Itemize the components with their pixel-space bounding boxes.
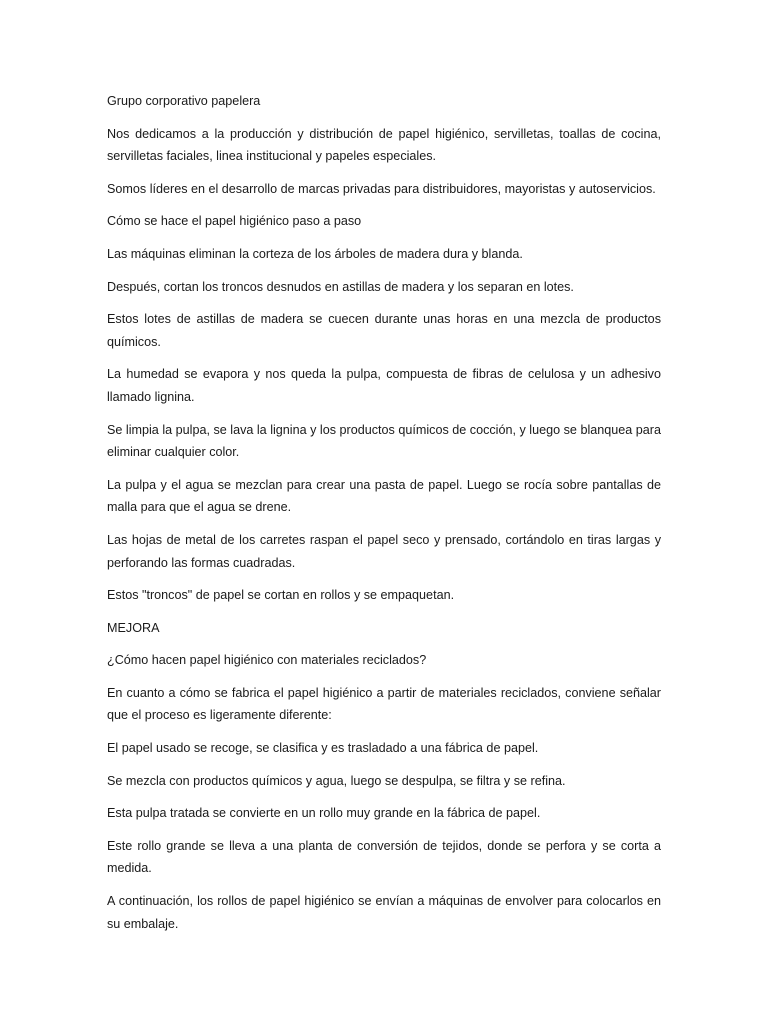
paragraph: Somos líderes en el desarrollo de marcas privadas para distribuidores, mayoristas y autoservicios. xyxy=(107,181,656,196)
question-heading: ¿Cómo hacen papel higiénico con materiales reciclados? xyxy=(107,653,427,668)
section-heading: Cómo se hace el papel higiénico paso a paso xyxy=(107,214,362,229)
paragraph: Las hojas de metal de los carretes raspan el papel seco y prensado, cortándolo en tiras largas y perforando las formas cuadradas. xyxy=(107,532,661,570)
document-page xyxy=(107,90,661,945)
paragraph: Este rollo grande se lleva a una planta de conversión de tejidos, donde se perfora y se corta a medida. xyxy=(107,838,661,876)
paragraph: La humedad se evapora y nos queda la pulpa, compuesta de fibras de celulosa y un adhesivo llamado lignina. xyxy=(107,367,661,404)
paragraph: Se mezcla con productos químicos y agua, luego se despulpa, se filtra y se refina. xyxy=(107,773,566,788)
section-heading: MEJORA xyxy=(107,620,160,635)
company-heading: Grupo corporativo papelera xyxy=(107,94,261,108)
paragraph: El papel usado se recoge, se clasifica y es trasladado a una fábrica de papel. xyxy=(107,741,539,756)
paragraph: Estos "troncos" de papel se cortan en rollos y se empaquetan. xyxy=(107,588,455,603)
paragraph: Las máquinas eliminan la corteza de los árboles de madera dura y blanda. xyxy=(107,246,523,261)
paragraph: Se limpia la pulpa, se lava la lignina y los productos químicos de cocción, y luego se blanquea para eliminar cualquier color. xyxy=(107,422,661,460)
paragraph: Esta pulpa tratada se convierte en un rollo muy grande en la fábrica de papel. xyxy=(107,806,541,821)
paragraph: Nos dedicamos a la producción y distribución de papel higiénico, servilletas, toallas de cocina, servilletas faciales, linea institucional y papeles especiales. xyxy=(107,126,661,164)
paragraph: En cuanto a cómo se fabrica el papel higiénico a partir de materiales reciclados, conviene señalar que el proceso es ligeramente diferente: xyxy=(107,685,661,723)
paragraph: Estos lotes de astillas de madera se cuecen durante unas horas en una mezcla de productos químicos. xyxy=(107,312,661,349)
paragraph: La pulpa y el agua se mezclan para crear una pasta de papel. Luego se rocía sobre pantallas de malla para que el agua se drene. xyxy=(107,477,661,515)
paragraph: A continuación, los rollos de papel higiénico se envían a máquinas de envolver para colocarlos en su embalaje. xyxy=(107,894,661,931)
paragraph: Después, cortan los troncos desnudos en astillas de madera y los separan en lotes. xyxy=(107,279,574,294)
